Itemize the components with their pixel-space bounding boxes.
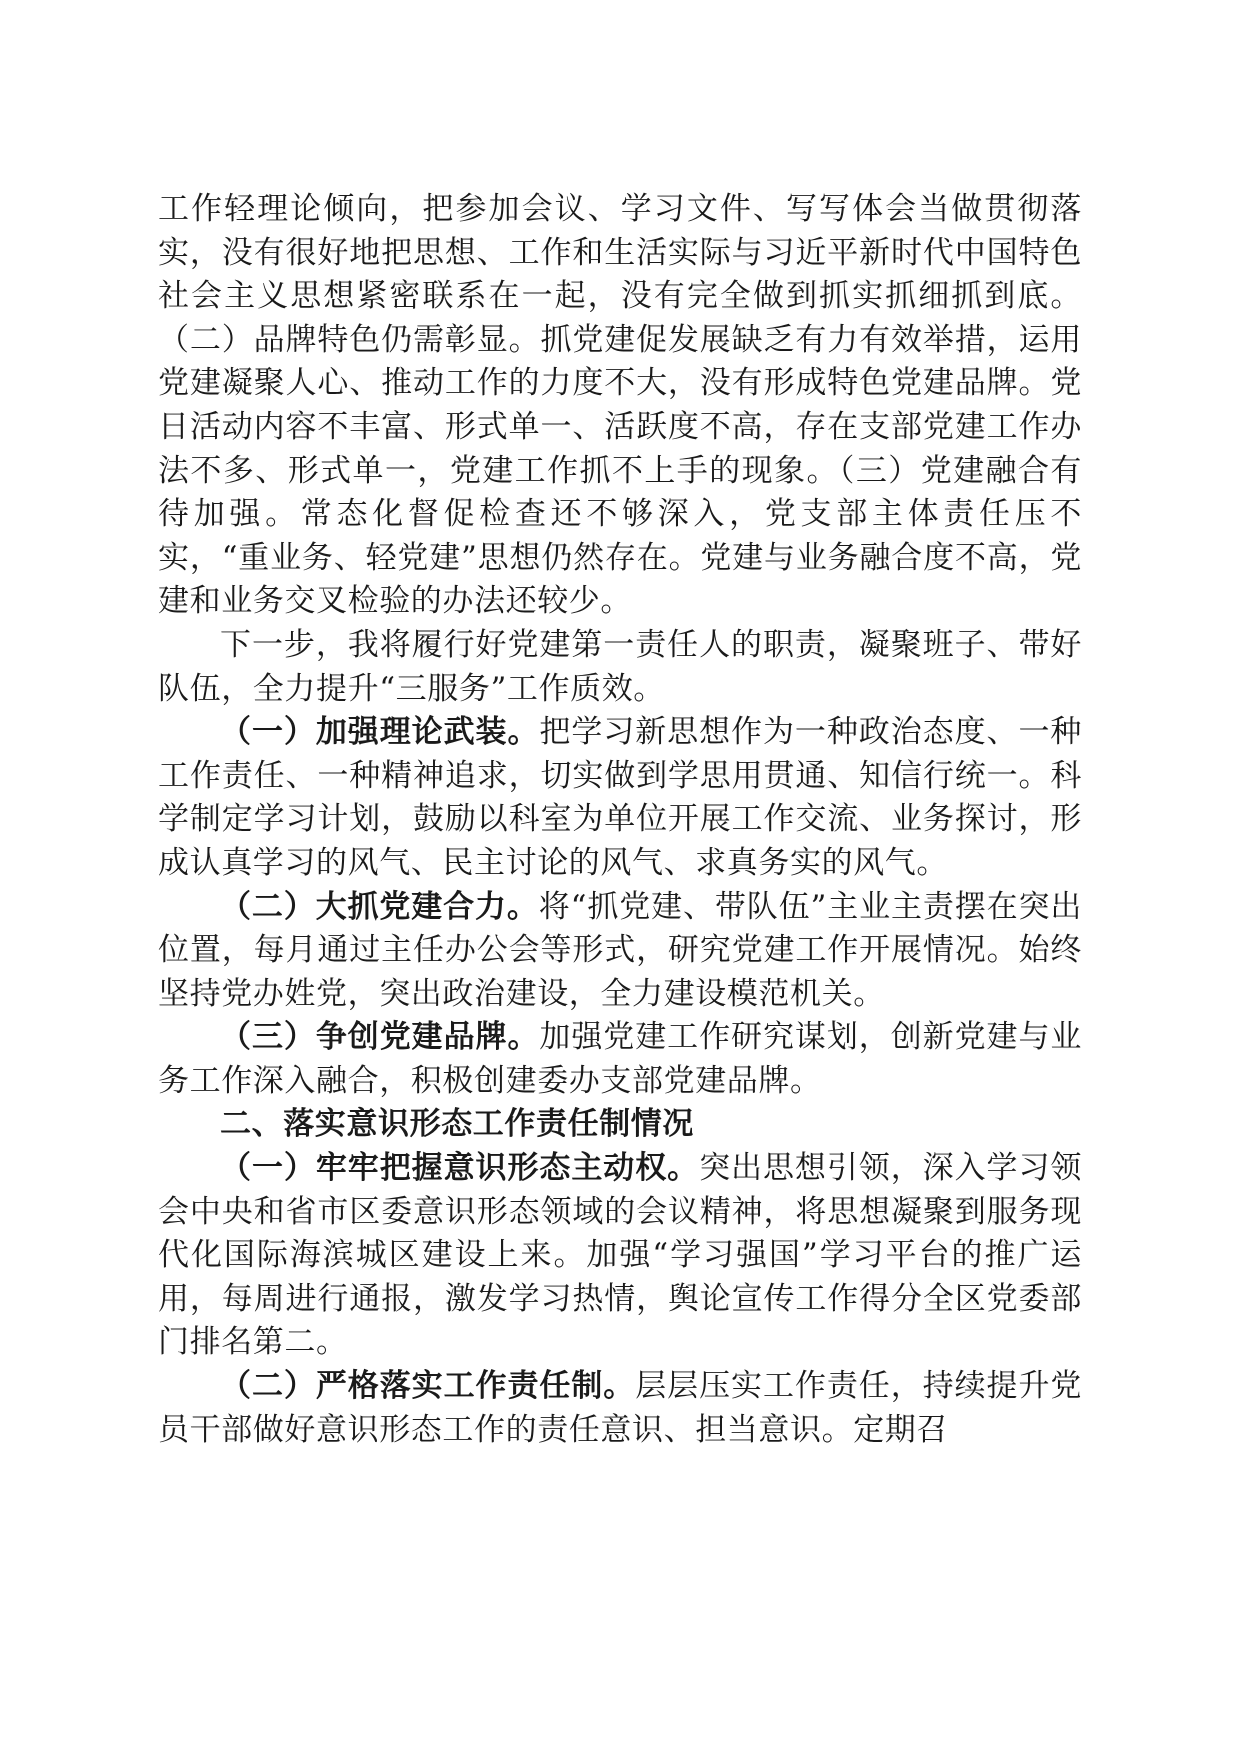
paragraph-body: 加强党建工作研究谋划，创新党建与业务工作深入融合，积极创建委办支部党建品牌。: [158, 1019, 1083, 1099]
document-page: [158, 188, 1082, 1452]
paragraph-party-building-brand: [158, 1016, 1082, 1103]
paragraph-lead: （三）争创党建品牌。: [220, 1019, 540, 1056]
paragraph-body: 将“抓党建、带队伍”主业主责摆在突出位置，每月通过主任办公会等形式，研究党建工作开展情况。始终坚持党办姓党，突出政治建设，全力建设模范机关。: [158, 888, 1082, 1012]
paragraph-theory-study: [158, 711, 1082, 885]
paragraph-party-building-force: [158, 886, 1082, 1017]
paragraph-lead: （二）严格落实工作责任制。: [220, 1368, 636, 1405]
section-heading: 二、落实意识形态工作责任制情况: [220, 1106, 694, 1143]
paragraph-body: 层层压实工作责任，持续提升党员干部做好意识形态工作的责任意识、担当意识。定期召: [158, 1368, 1082, 1448]
paragraph-lead: （二）大抓党建合力。: [220, 888, 539, 925]
paragraph-lead: （一）牢牢把握意识形态主动权。: [220, 1150, 700, 1187]
paragraph-ideology-initiative: [158, 1147, 1082, 1365]
paragraph-problems-continued: 工作轻理论倾向，把参加会议、学习文件、写写体会当做贯彻落实，没有很好地把思想、工作和生活实际与习近平新时代中国特色社会主义思想紧密联系在一起，没有完全做到抓实抓细抓到底。（二）品牌特色仍需彰显。抓党建促发展缺乏有力有效举措，运用党建凝聚人心、推动工作的力度不大，没有形成特色党建品牌。党日活动内容不丰富、形式单一、活跃度不高，存在支部党建工作办法不多、形式单一，党建工作抓不上手的现象。（三）党建融合有待加强。常态化督促检查还不够深入，党支部主体责任压不实，“重业务、轻党建”思想仍然存在。党建与业务融合度不高，党建和业务交叉检验的办法还较少。: [158, 191, 1082, 620]
paragraph-body: 突出思想引领，深入学习领会中央和省市区委意识形态领域的会议精神，将思想凝聚到服务现代化国际海滨城区建设上来。加强“学习强国”学习平台的推广运用，每周进行通报，激发学习热情，舆论宣传工作得分全区党委部门排名第二。: [158, 1150, 1082, 1361]
paragraph-lead: （一）加强理论武装。: [220, 714, 540, 751]
paragraph-body: 把学习新思想作为一种政治态度、一种工作责任、一种精神追求，切实做到学思用贯通、知信行统一。科学制定学习计划，鼓励以科室为单位开展工作交流、业务探讨，形成认真学习的风气、民主讨论的风气、求真务实的风气。: [158, 714, 1083, 881]
paragraph-responsibility-system: [158, 1365, 1082, 1452]
paragraph-next-steps-intro: 下一步，我将履行好党建第一责任人的职责，凝聚班子、带好队伍，全力提升“三服务”工作质效。: [158, 626, 1082, 707]
